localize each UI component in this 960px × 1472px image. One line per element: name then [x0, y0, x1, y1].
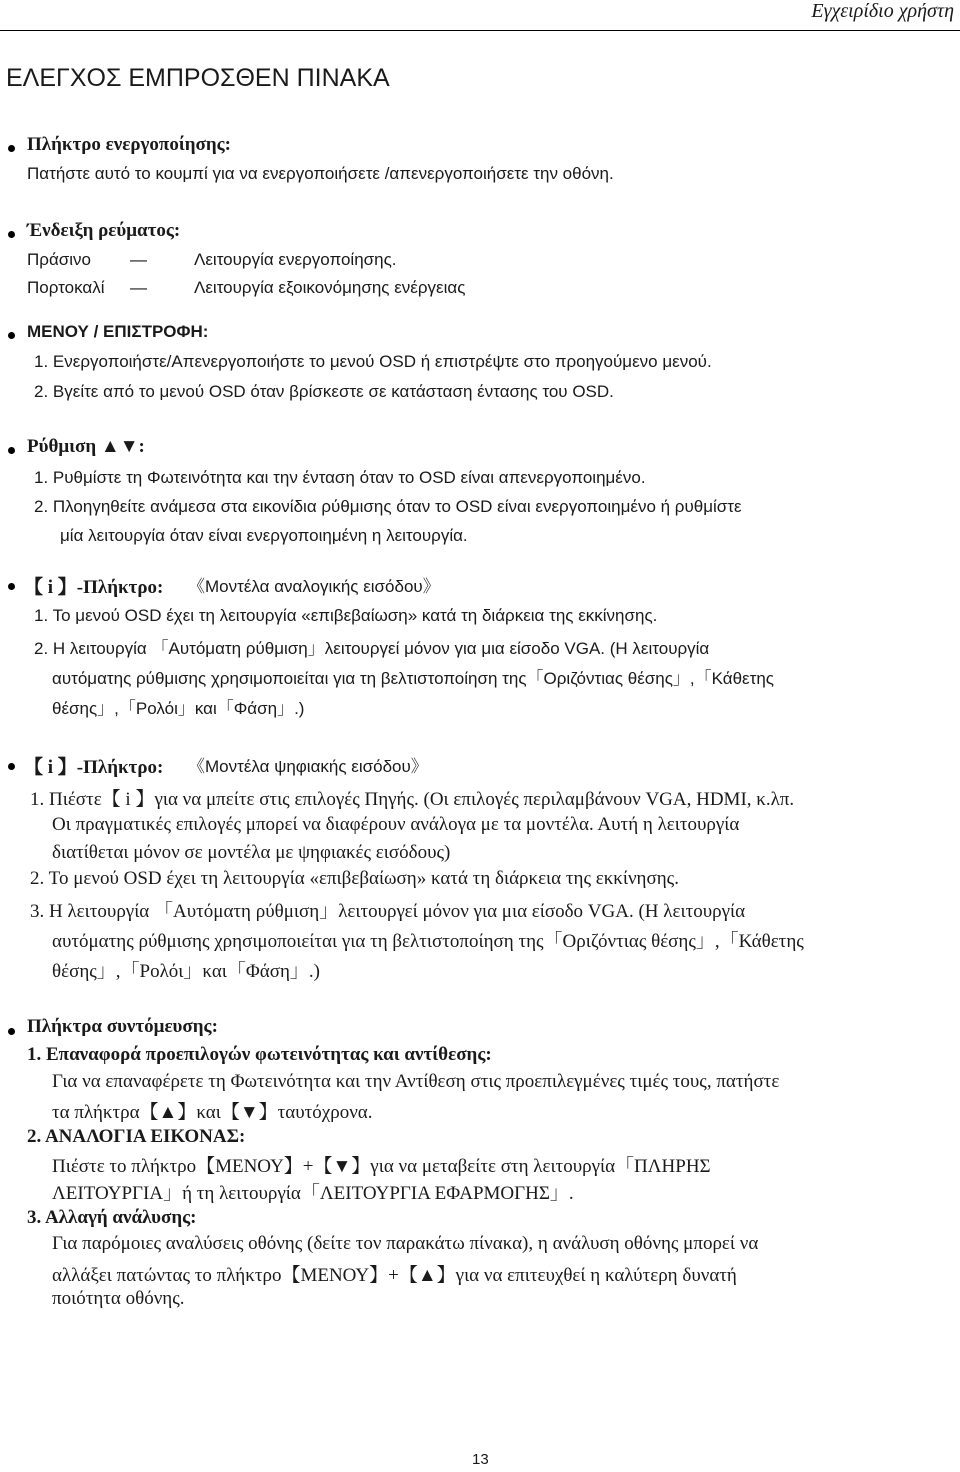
i-key-digital-model: 《Μοντέλα ψηφιακής εισόδου》 — [188, 757, 428, 776]
i-key-digital-line-6: αυτόματης ρύθμισης χρησιμοποιείται για τη βελτιστοποίηση της「Οριζόντιας θέσης」,「Κάθετης — [52, 931, 804, 952]
shortcuts-heading: Πλήκτρα συντόμευσης: — [27, 1016, 218, 1037]
i-key-digital-line-4: 2. Το μενού OSD έχει τη λειτουργία «επιβεβαίωση» κατά τη διάρκεια της εκκίνησης. — [30, 868, 679, 889]
shortcut-1-line-2: τα πλήκτρα【▲】και【▼】ταυτόχρονα. — [52, 1102, 373, 1123]
indicator-dash: — — [130, 250, 147, 269]
i-key-digital-line-7: θέσης」,「Ρολόι」και「Φάση」.) — [52, 961, 320, 982]
shortcut-1-title: 1. Επαναφορά προεπιλογών φωτεινότητας και αντίθεσης: — [27, 1044, 492, 1065]
header-divider — [0, 30, 960, 31]
indicator-meaning-orange: Λειτουργία εξοικονόμησης ενέργειας — [194, 278, 466, 297]
bullet-icon — [8, 447, 15, 454]
adjust-item-2: 2. Πλοηγηθείτε ανάμεσα στα εικονίδια ρύθμισης όταν το OSD είναι ενεργοποιημένο ή ρυθμίστε — [34, 497, 742, 516]
adjust-heading: Ρύθμιση ▲▼: — [27, 436, 145, 457]
i-key-digital-line-2: Οι πραγματικές επιλογές μπορεί να διαφέρουν ανάλογα με τα μοντέλα. Αυτή η λειτουργία — [52, 814, 740, 835]
i-key-digital-line-5: 3. Η λειτουργία 「Αυτόματη ρύθμιση」λειτουργεί μόνον για μια είσοδο VGA. (Η λειτουργία — [30, 901, 746, 922]
i-key-analog-line-2: 2. Η λειτουργία 「Αυτόματη ρύθμιση」λειτουργεί μόνον για μια είσοδο VGA. (Η λειτουργία — [34, 639, 710, 658]
page-header: Εγχειρίδιο χρήστη — [811, 0, 954, 22]
i-key-analog-line-3: αυτόματης ρύθμισης χρησιμοποιείται για τη βελτιστοποίηση της「Οριζόντιας θέσης」,「Κάθετης — [52, 669, 774, 688]
i-key-analog-model: 《Μοντέλα αναλογικής εισόδου》 — [188, 577, 440, 596]
i-key-digital-heading: 【 i 】-Πλήκτρο: — [24, 757, 164, 778]
i-key-analog-line-4: θέσης」,「Ρολόι」και「Φάση」.) — [52, 699, 305, 718]
shortcut-2-title: 2. ΑΝΑΛΟΓΙΑ ΕΙΚΟΝΑΣ: — [27, 1126, 246, 1147]
shortcut-1-line-1: Για να επαναφέρετε τη Φωτεινότητα και την Αντίθεση στις προεπιλεγμένες τιμές τους, πατήστε — [52, 1071, 780, 1092]
adjust-item-1: 1. Ρυθμίστε τη Φωτεινότητα και την ένταση όταν το OSD είναι απενεργοποιημένο. — [34, 468, 646, 487]
power-key-heading: Πλήκτρο ενεργοποίησης: — [27, 134, 231, 155]
bullet-icon — [8, 1028, 15, 1035]
bullet-icon — [8, 583, 15, 590]
shortcut-3-line-1: Για παρόμοιες αναλύσεις οθόνης (δείτε τον παρακάτω πίνακα), η ανάλυση οθόνης μπορεί να — [52, 1233, 759, 1254]
i-key-analog-line-1: 1. Το μενού OSD έχει τη λειτουργία «επιβεβαίωση» κατά τη διάρκεια της εκκίνησης. — [34, 606, 658, 625]
shortcut-3-title: 3. Αλλαγή ανάλυσης: — [27, 1207, 197, 1228]
menu-item-1: 1. Ενεργοποιήστε/Απενεργοποιήστε το μενού OSD ή επιστρέψτε στο προηγούμενο μενού. — [34, 352, 712, 371]
menu-item-2: 2. Βγείτε από το μενού OSD όταν βρίσκεστε σε κατάσταση έντασης του OSD. — [34, 382, 614, 401]
shortcut-2-line-1: Πιέστε το πλήκτρο【ΜΕΝΟΥ】+【▼】για να μεταβείτε στη λειτουργία「ΠΛΗΡΗΣ — [52, 1156, 711, 1177]
indicator-dash: — — [130, 278, 147, 297]
indicator-color-orange: Πορτοκαλί — [27, 278, 105, 297]
page-number: 13 — [472, 1451, 489, 1468]
bullet-icon — [8, 231, 15, 238]
page-title: ΕΛΕΓΧΟΣ ΕΜΠΡΟΣΘΕΝ ΠΙΝΑΚΑ — [6, 64, 390, 92]
indicator-color-green: Πράσινο — [27, 250, 91, 269]
i-key-digital-line-3: διατίθεται μόνον σε μοντέλα με ψηφιακές εισόδους) — [52, 842, 451, 863]
bullet-icon — [8, 332, 15, 339]
shortcut-2-line-2: ΛΕΙΤΟΥΡΓΙΑ」ή τη λειτουργία「ΛΕΙΤΟΥΡΓΙΑ ΕΦΑΡΜΟΓΗΣ」. — [52, 1183, 574, 1204]
bullet-icon — [8, 145, 15, 152]
power-indicator-heading: Ένδειξη ρεύματος: — [27, 220, 181, 241]
shortcut-3-line-2: αλλάξει πατώντας το πλήκτρο【ΜΕΝΟΥ】+【▲】για να επιτευχθεί η καλύτερη δυνατή — [52, 1265, 737, 1286]
indicator-meaning-green: Λειτουργία ενεργοποίησης. — [194, 250, 397, 269]
adjust-item-2-cont: μία λειτουργία όταν είναι ενεργοποιημένη η λειτουργία. — [60, 526, 468, 545]
i-key-analog-heading: 【 i 】-Πλήκτρο: — [24, 577, 164, 598]
shortcut-3-line-3: ποιότητα οθόνης. — [52, 1288, 185, 1309]
power-key-text: Πατήστε αυτό το κουμπί για να ενεργοποιήσετε /απενεργοποιήσετε την οθόνη. — [27, 164, 614, 183]
bullet-icon — [8, 763, 15, 770]
i-key-digital-line-1: 1. Πιέστε【 i 】για να μπείτε στις επιλογές Πηγής. (Οι επιλογές περιλαμβάνουν VGA, HDMI, κ.λπ. — [30, 789, 795, 810]
menu-return-heading: ΜΕΝΟΥ / ΕΠΙΣΤΡΟΦΗ: — [27, 322, 209, 341]
